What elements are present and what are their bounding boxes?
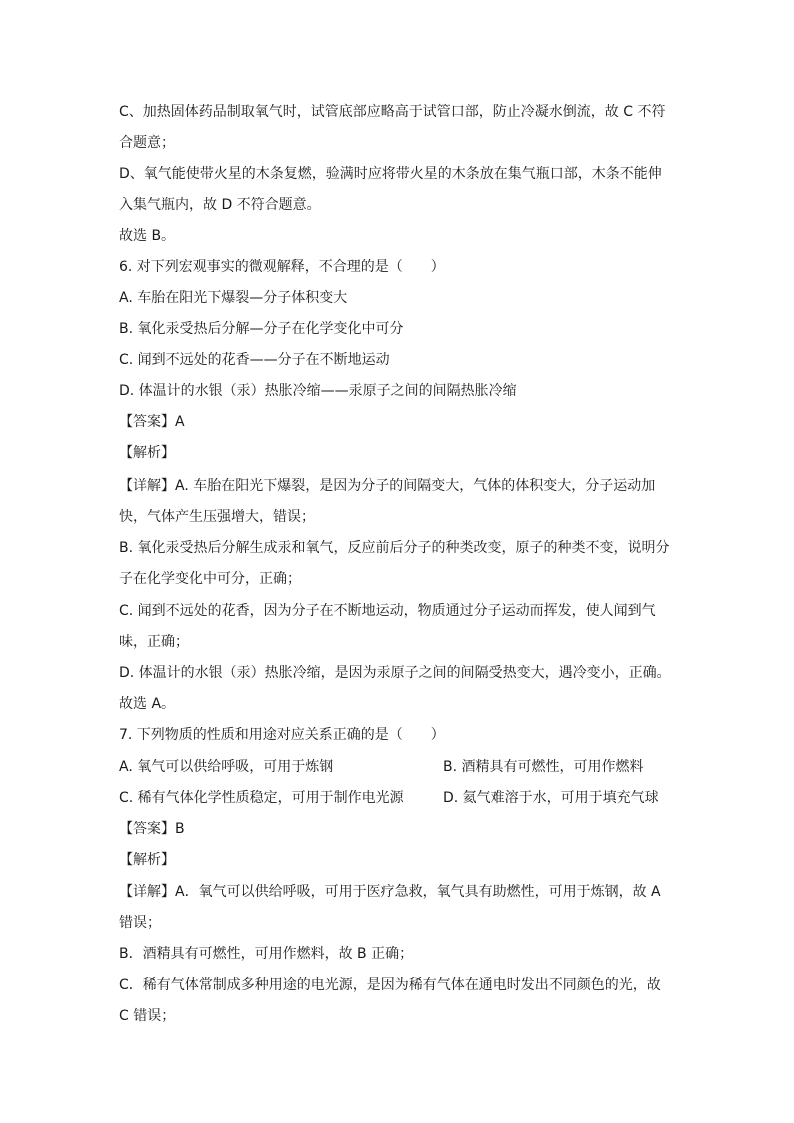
question-6-option-d: D. 体温计的水银（汞）热胀冷缩——汞原子之间的间隔热胀冷缩	[119, 383, 517, 399]
analysis-label: 【解析】	[119, 852, 175, 868]
text-line: 【详解】A. 车胎在阳光下爆裂，是因为分子的间隔变大，气体的体积变大，分子运动加	[119, 478, 656, 494]
text-line: C、加热固体药品制取氧气时，试管底部应略高于试管口部，防止冷凝水倒流，故 C 不符	[119, 104, 666, 120]
question-6-stem: 6. 对下列宏观事实的微观解释，不合理的是（ ）	[119, 259, 445, 275]
answer-label: 【答案】B	[119, 821, 185, 837]
text-line: C 错误；	[119, 1008, 176, 1024]
text-line: 味，正确；	[119, 634, 189, 650]
answer-label: 【答案】A	[119, 414, 185, 430]
question-6-option-a: A. 车胎在阳光下爆裂—分子体积变大	[119, 290, 348, 306]
text-line: C. 闻到不远处的花香，因为分子在不断地运动，物质通过分子运动而挥发，使人闻到气	[119, 603, 656, 619]
text-line: D、氧气能使带火星的木条复燃，验满时应将带火星的木条放在集气瓶口部，木条不能伸	[119, 166, 662, 182]
text-line: B．酒精具有可燃性，可用作燃料，故 B 正确；	[119, 946, 414, 962]
text-line: 入集气瓶内，故 D 不符合题意。	[119, 197, 321, 213]
question-6-option-b: B. 氧化汞受热后分解—分子在化学变化中可分	[119, 321, 404, 337]
question-6-option-c: C. 闻到不远处的花香——分子在不断地运动	[119, 352, 390, 368]
analysis-label: 【解析】	[119, 445, 175, 461]
text-line: D. 体温计的水银（汞）热胀冷缩，是因为汞原子之间的间隔受热变大，遇冷变小，正确。	[119, 665, 671, 681]
question-7-option-b: B. 酒精具有可燃性，可用作燃料	[443, 759, 644, 775]
question-7-option-d: D. 氦气难溶于水，可用于填充气球	[443, 790, 659, 806]
text-line: 错误；	[119, 915, 161, 931]
text-line: 子在化学变化中可分，正确；	[119, 571, 301, 587]
question-7-option-a: A. 氧气可以供给呼吸，可用于炼钢	[119, 759, 334, 775]
question-7-stem: 7. 下列物质的性质和用途对应关系正确的是（ ）	[119, 727, 445, 743]
text-line: 快，气体产生压强增大，错误；	[119, 509, 315, 525]
text-line: B. 氧化汞受热后分解生成汞和氧气，反应前后分子的种类改变，原子的种类不变，说明分	[119, 540, 670, 556]
text-line: C．稀有气体常制成多种用途的电光源，是因为稀有气体在通电时发出不同颜色的光，故	[119, 977, 661, 993]
text-line: 故选 B。	[119, 228, 176, 244]
text-line: 合题意；	[119, 135, 175, 151]
text-line: 【详解】A．氧气可以供给呼吸，可用于医疗急救，氧气具有助燃性，可用于炼钢，故 A	[119, 884, 661, 900]
question-7-option-c: C. 稀有气体化学性质稳定，可用于制作电光源	[119, 790, 404, 806]
text-line: 故选 A。	[119, 696, 176, 712]
